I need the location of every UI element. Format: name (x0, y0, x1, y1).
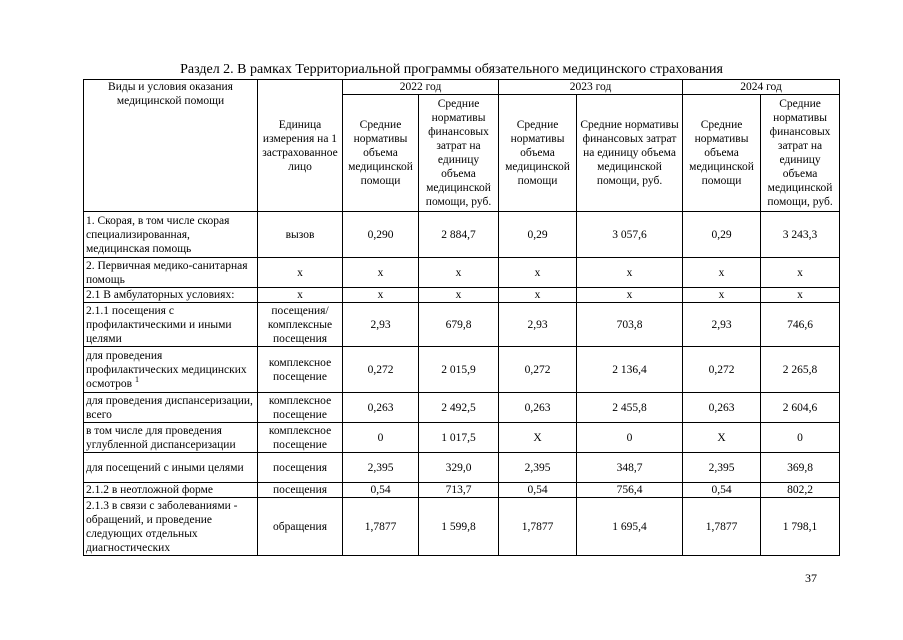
table-row (84, 288, 840, 303)
row-unit: посещения (258, 483, 343, 498)
cell-cost-2022: 679,8 (419, 303, 499, 347)
cell-cost-2024: 746,6 (761, 303, 840, 347)
cell-volume-2024: 0,54 (683, 483, 761, 498)
cell-cost-2024: 2 265,8 (761, 347, 840, 393)
row-label: 2. Первичная медико-санитарная помощь (84, 258, 258, 288)
cell-cost-2024: х (761, 288, 840, 303)
header-types: Виды и условия оказания медицинской помощи (84, 80, 258, 212)
cell-volume-2023: х (499, 288, 577, 303)
header-year-2023: 2023 год (499, 80, 683, 95)
cell-volume-2022: 0 (343, 423, 419, 453)
table-row (84, 258, 840, 288)
cell-cost-2023: 0 (577, 423, 683, 453)
cell-cost-2023: х (577, 288, 683, 303)
header-volume-2023: Средние нормативы объема медицинской помощи (499, 95, 577, 212)
cell-cost-2024: 802,2 (761, 483, 840, 498)
cell-volume-2023: 0,29 (499, 212, 577, 258)
cell-cost-2023: 2 136,4 (577, 347, 683, 393)
cell-cost-2024: 369,8 (761, 453, 840, 483)
cell-cost-2024: 3 243,3 (761, 212, 840, 258)
cell-cost-2023: 703,8 (577, 303, 683, 347)
table-row (84, 393, 840, 423)
header-cost-2024: Средние нормативы финансовых затрат на единицу объема медицинской помощи, руб. (761, 95, 840, 212)
row-unit: комплексное посещение (258, 347, 343, 393)
cell-volume-2022: 2,395 (343, 453, 419, 483)
table-row (84, 423, 840, 453)
cell-volume-2023: х (499, 258, 577, 288)
cell-cost-2023: х (577, 258, 683, 288)
cell-volume-2023: 0,54 (499, 483, 577, 498)
cell-cost-2024: 2 604,6 (761, 393, 840, 423)
cell-volume-2022: 2,93 (343, 303, 419, 347)
cell-cost-2022: 2 015,9 (419, 347, 499, 393)
row-unit: обращения (258, 498, 343, 556)
header-unit: Единица измерения на 1 застрахованное лицо (258, 80, 343, 212)
cell-cost-2023: 348,7 (577, 453, 683, 483)
row-unit: комплексное посещение (258, 393, 343, 423)
cell-volume-2023: 0,272 (499, 347, 577, 393)
section-title: Раздел 2. В рамках Территориальной программы обязательного медицинского страхования (180, 62, 723, 77)
table-row (84, 483, 840, 498)
row-label: 2.1.1 посещения с профилактическими и иными целями (84, 303, 258, 347)
row-label: 2.1 В амбулаторных условиях: (84, 288, 258, 303)
cell-cost-2022: 329,0 (419, 453, 499, 483)
cell-cost-2023: 1 695,4 (577, 498, 683, 556)
cell-volume-2024: 0,263 (683, 393, 761, 423)
table-row (84, 498, 840, 556)
header-year-2022: 2022 год (343, 80, 499, 95)
cell-volume-2022: 1,7877 (343, 498, 419, 556)
table-row (84, 303, 840, 347)
cell-cost-2024: х (761, 258, 840, 288)
cell-cost-2022: 2 492,5 (419, 393, 499, 423)
cell-cost-2022: х (419, 258, 499, 288)
cell-cost-2024: 1 798,1 (761, 498, 840, 556)
cell-volume-2022: х (343, 288, 419, 303)
cell-cost-2023: 3 057,6 (577, 212, 683, 258)
footnote-marker: 1 (135, 374, 139, 384)
cell-volume-2023: 0,263 (499, 393, 577, 423)
page-number: 37 (805, 571, 817, 585)
cell-cost-2022: 1 017,5 (419, 423, 499, 453)
cell-volume-2022: 0,290 (343, 212, 419, 258)
cell-volume-2022: х (343, 258, 419, 288)
cell-volume-2024: 0,29 (683, 212, 761, 258)
table-row (84, 347, 840, 393)
header-cost-2023: Средние нормативы финансовых затрат на единицу объема медицинской помощи, руб. (577, 95, 683, 212)
cell-volume-2022: 0,54 (343, 483, 419, 498)
cell-volume-2024: 2,395 (683, 453, 761, 483)
row-label: в том числе для проведения углубленной диспансеризации (84, 423, 258, 453)
cell-volume-2024: х (683, 258, 761, 288)
row-label: для посещений с иными целями (84, 453, 258, 483)
cell-cost-2022: х (419, 288, 499, 303)
cell-cost-2023: 756,4 (577, 483, 683, 498)
cell-cost-2022: 1 599,8 (419, 498, 499, 556)
cell-volume-2023: 1,7877 (499, 498, 577, 556)
cell-volume-2024: 2,93 (683, 303, 761, 347)
row-label: 1. Скорая, в том числе скорая специализированная, медицинская помощь (84, 212, 258, 258)
table-row (84, 453, 840, 483)
row-unit: комплексное посещение (258, 423, 343, 453)
row-unit: вызов (258, 212, 343, 258)
cell-volume-2023: 2,395 (499, 453, 577, 483)
row-label (84, 347, 258, 393)
cell-volume-2023: 2,93 (499, 303, 577, 347)
header-volume-2022: Средние нормативы объема медицинской помощи (343, 95, 419, 212)
header-year-2024: 2024 год (683, 80, 840, 95)
cell-cost-2023: 2 455,8 (577, 393, 683, 423)
cell-volume-2024: х (683, 288, 761, 303)
header-row-years (84, 80, 840, 95)
header-volume-2024: Средние нормативы объема медицинской помощи (683, 95, 761, 212)
row-label: для проведения диспансеризации, всего (84, 393, 258, 423)
row-unit: х (258, 258, 343, 288)
cell-cost-2022: 713,7 (419, 483, 499, 498)
cell-cost-2024: 0 (761, 423, 840, 453)
cell-volume-2022: 0,272 (343, 347, 419, 393)
cell-volume-2023: Х (499, 423, 577, 453)
cell-volume-2022: 0,263 (343, 393, 419, 423)
table-row (84, 212, 840, 258)
row-unit: х (258, 288, 343, 303)
row-label: 2.1.2 в неотложной форме (84, 483, 258, 498)
row-label: 2.1.3 в связи с заболеваниями - обращений, и проведение следующих отдельных диагностических (84, 498, 258, 556)
row-unit: посещения (258, 453, 343, 483)
header-cost-2022: Средние нормативы финансовых затрат на единицу объема медицинской помощи, руб. (419, 95, 499, 212)
row-label-text: для проведения профилактических медицинских осмотров (86, 349, 247, 390)
norms-table (83, 79, 840, 556)
cell-cost-2022: 2 884,7 (419, 212, 499, 258)
cell-volume-2024: 1,7877 (683, 498, 761, 556)
cell-volume-2024: Х (683, 423, 761, 453)
cell-volume-2024: 0,272 (683, 347, 761, 393)
row-unit: посещения/ комплексные посещения (258, 303, 343, 347)
